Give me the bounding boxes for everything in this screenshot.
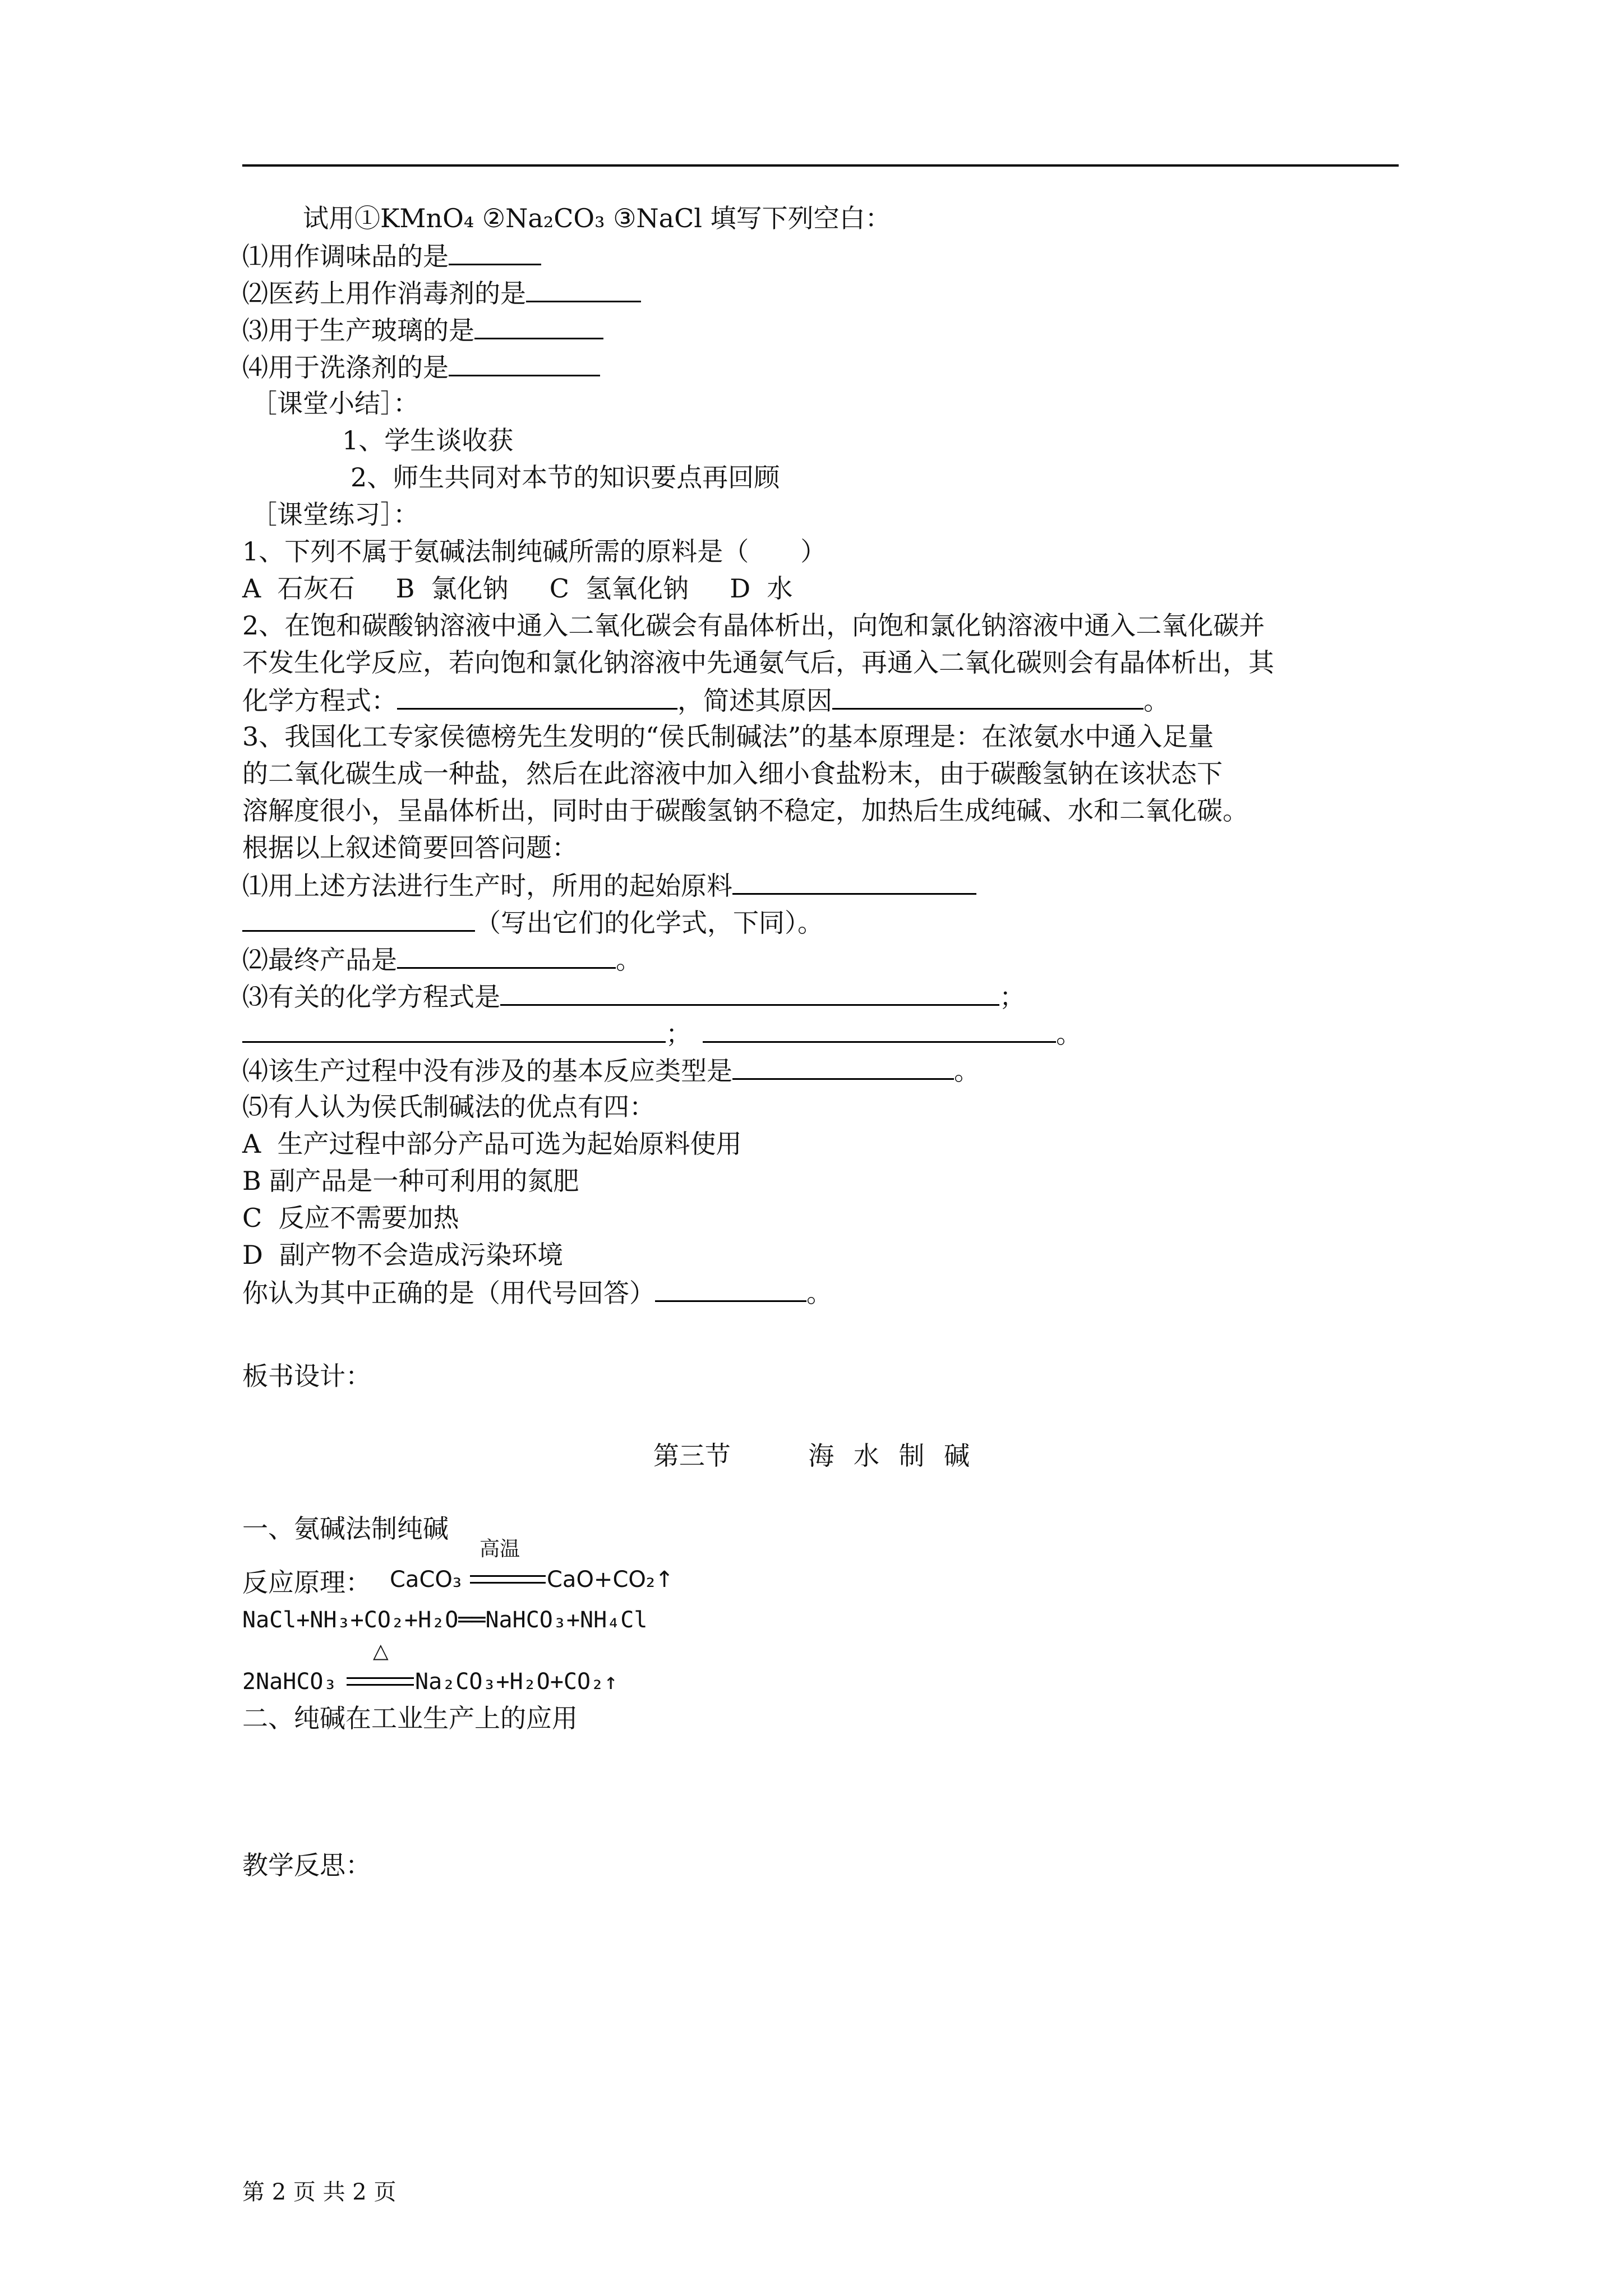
equation-3-condition: △ <box>373 1640 389 1663</box>
answer-blank[interactable] <box>655 1273 806 1302</box>
board-section-2: 二、纯碱在工业生产上的应用 <box>242 1703 578 1733</box>
practice-q3-line: 3、我国化工专家侯德榜先生发明的“侯氏制碱法”的基本原理是：在浓氨水中通入足量 <box>242 721 1214 752</box>
fill-question-4: ⑷用于洗涤剂的是 <box>242 348 1409 386</box>
s5-option: A 生产过程中部分产品可选为起始原料使用 <box>242 1129 742 1159</box>
practice-q1: 1、下列不属于氨碱法制纯碱所需的原料是（ ） <box>242 536 827 567</box>
practice-q1-options: A 石灰石 B 氯化钠 C 氢氧化钠 D 水 <box>242 573 793 604</box>
practice-q3-s1: ⑴用上述方法进行生产时，所用的起始原料 <box>242 866 1409 904</box>
equation-1-condition: 高温 <box>479 1538 520 1561</box>
equation-1-left: CaCO₃ <box>390 1567 462 1593</box>
answer-blank[interactable] <box>242 1014 666 1043</box>
s5-option: D 副产物不会造成污染环境 <box>242 1240 564 1270</box>
equation-3-right: Na₂CO₃+H₂O+CO₂↑ <box>415 1669 618 1695</box>
practice-q3-s4: ⑷该生产过程中没有涉及的基本反应类型是 。 <box>242 1051 1409 1089</box>
practice-q2-line: 不发生化学反应，若向饱和氯化钠溶液中先通氨气后，再通入二氧化碳则会有晶体析出，其 <box>242 647 1274 678</box>
teaching-reflection-label: 教学反思： <box>242 1850 371 1880</box>
equation-2: NaCl+NH₃+CO₂+H₂O══NaHCO₃+NH₄Cl <box>242 1607 648 1633</box>
practice-q3-s3-cont: ； 。 <box>242 1014 1409 1052</box>
principle-label: 反应原理： <box>242 1567 371 1598</box>
summary-heading: ［课堂小结］： <box>251 388 419 418</box>
practice-q3-line: 的二氧化碳生成一种盐，然后在此溶液中加入细小食盐粉末，由于碳酸氢钠在该状态下 <box>242 758 1223 789</box>
equation-1-right: CaO+CO₂↑ <box>547 1567 674 1593</box>
answer-blank[interactable] <box>500 977 999 1006</box>
answer-blank[interactable] <box>449 237 541 265</box>
s5-option: B 副产品是一种可利用的氮肥 <box>242 1166 579 1196</box>
equation-1-equals <box>470 1575 546 1584</box>
answer-blank[interactable] <box>397 940 616 969</box>
practice-q3-s3: ⑶有关的化学方程式是 ； <box>242 977 1409 1015</box>
practice-q2-line: 2、在饱和碳酸钠溶液中通入二氧化碳会有晶体析出，向饱和氯化钠溶液中通入二氧化碳并 <box>242 610 1265 641</box>
section-title: 第三节 海 水 制 碱 <box>653 1441 970 1471</box>
summary-item: 1、学生谈收获 <box>342 425 514 455</box>
equation-3-left: 2NaHCO₃ <box>242 1669 337 1695</box>
answer-blank[interactable] <box>832 681 1144 710</box>
page-footer: 第 2 页 共 2 页 <box>242 2179 396 2205</box>
s5-option: C 反应不需要加热 <box>242 1203 459 1233</box>
fill-question-3: ⑶用于生产玻璃的是 <box>242 311 1409 349</box>
answer-blank[interactable] <box>732 1051 954 1080</box>
practice-q3-line: 溶解度很小，呈晶体析出，同时由于碳酸氢钠不稳定，加热后生成纯碱、水和二氧化碳。 <box>242 795 1248 826</box>
practice-q3-s2: ⑵最终产品是 。 <box>242 940 1409 978</box>
practice-q3-s5-question: 你认为其中正确的是（用代号回答） 。 <box>242 1273 1409 1312</box>
board-section-1: 一、氨碱法制纯碱 <box>242 1513 449 1544</box>
summary-item: 2、师生共同对本节的知识要点再回顾 <box>351 462 780 493</box>
practice-q2-line: 化学方程式： ，简述其原因 。 <box>242 681 1409 719</box>
answer-blank[interactable] <box>397 681 677 710</box>
fill-question-1: ⑴用作调味品的是 <box>242 237 1409 275</box>
fill-question-2: ⑵医药上用作消毒剂的是 <box>242 274 1409 312</box>
equation-3-equals <box>347 1677 414 1686</box>
fill-in-intro: 试用①KMnO₄ ②Na₂CO₃ ③NaCl 填写下列空白： <box>303 203 891 233</box>
answer-blank[interactable] <box>526 274 641 302</box>
practice-q3-s5: ⑸有人认为侯氏制碱法的优点有四： <box>242 1092 655 1122</box>
answer-blank[interactable] <box>449 348 600 376</box>
practice-q3-s1-cont: （写出它们的化学式，下同）。 <box>242 903 1409 941</box>
header-rule <box>242 164 1399 167</box>
board-design-label: 板书设计： <box>242 1361 371 1391</box>
practice-q3-line: 根据以上叙述简要回答问题： <box>242 832 578 863</box>
answer-blank[interactable] <box>732 866 976 895</box>
answer-blank[interactable] <box>474 311 603 339</box>
practice-heading: ［课堂练习］： <box>251 499 419 530</box>
answer-blank[interactable] <box>242 903 475 932</box>
answer-blank[interactable] <box>703 1014 1056 1043</box>
